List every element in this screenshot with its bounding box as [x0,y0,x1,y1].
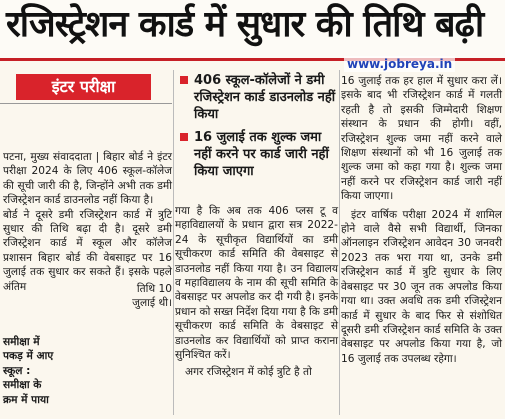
side-text [122,282,172,311]
bullet-text: 16 जुलाई तक शुल्क जमा नहीं करने पर कार्ड जारी नहीं किया जाएगा [194,130,329,179]
highlight-bullets [180,72,340,186]
bullet-text: 406 स्कूल-कॉलेजों ने डमी रजिस्ट्रेशन कार्ड डाउनलोड नहीं किया [194,73,336,122]
paragraph: गया है कि अब तक 406 प्लस टू व महाविद्यालयों के प्रधान द्वारा सत्र 2022-24 के सूचीकृत विद्यार्थियों का डमी सूचीकरण कार्ड समिति की वेबसाइट से डाउनलोड नहीं किया गया है। उन विद्यालय व महाविद्यालय के नाम की सूची समिति के वेबसाइट पर अपलोड कर दी गयी है। इनके प्रधान को सख्त निर्देश दिया गया है कि डमी सूचीकरण कार्ड समिति के वेबसाइट से डाउनलोड कर विद्यार्थियों को प्राप्त कराना सुनिश्चित करें। [175,205,338,362]
article-column-3 [341,74,502,366]
inset-line: पकड़ में आए [3,350,54,363]
bullet-square-icon [180,76,188,84]
paragraph: 16 जुलाई तक हर हाल में सुधार करा लें। इसके बाद भी रजिस्ट्रेशन कार्ड में गलती रहती है तो इसकी जिम्मेदारी शिक्षण संस्थान के प्रधान की होगी। वहीं, रजिस्ट्रेशन शुल्क जमा नहीं करने वाले शिक्षण संस्थानों को भी 16 जुलाई तक शुल्क जमा को कहा गया है। शुल्क जमा नहीं करने पर रजिस्ट्रेशन कार्ड जारी नहीं किया जाएगा। [341,75,502,203]
article-column-2 [175,204,338,380]
subheading-box [3,335,123,407]
bullet-square-icon [180,133,188,141]
inset-line: क्रम में पाया [3,393,49,406]
inset-line: समीक्षा के [3,379,42,392]
paragraph: बोर्ड ने दूसरे डमी रजिस्ट्रेशन कार्ड में त्रुटि सुधार की तिथि बढ़ा दी है। दूसरे डमी रजिस्ट्रेशन कार्ड में स्कूल और कॉलेज प्रशासन बिहार बोर्ड की वेबसाइट पर 16 जुलाई तक सुधार कर सकते हैं। इसके पहले अंतिम [3,208,172,293]
bullet-item [180,72,340,123]
bullet-item [180,129,340,180]
watermark: www.jobreya.in [344,56,455,72]
paragraph: पटना, मुख्य संवाददाता | बिहार बोर्ड ने इंटर परीक्षा 2024 के लिए 406 स्कूल-कॉलेज की सूची जारी की है, जिन्होंने अभी तक डमी रजिस्ट्रेशन कार्ड डाउनलोड नहीं किया है। [3,151,172,207]
inset-line: समीक्षा में [3,336,40,348]
headline-banner [0,0,505,61]
side-line: जुलाई थी। [132,297,172,310]
side-line: तिथि 10 [136,283,172,295]
paragraph: अगर रजिस्ट्रेशन में कोई त्रुटि है तो [185,366,312,379]
tag-divider [0,103,172,104]
paragraph: इंटर वार्षिक परीक्षा 2024 में शामिल होने वाले वैसे सभी विद्यार्थी, जिनका ऑनलाइन रजिस्ट्रेशन आवेदन 30 जनवरी 2023 तक भरा गया था, उनके डमी रजिस्ट्रेशन कार्ड में त्रुटि सुधार के लिए वेबसाइट पर 30 जून तक अपलोड किया गया था। उक्त अवधि तक डमी रजिस्ट्रेशन कार्ड में सुधार के बाद फिर से संशोधित दूसरी डमी रजिस्ट्रेशन कार्ड समिति के उक्त वेबसाइट पर अपलोड किया गया है, जो 16 जुलाई तक उपलब्ध रहेगा। [341,208,502,365]
article-column-1 [3,150,172,294]
column-divider [173,70,174,415]
headline: रजिस्ट्रेशन कार्ड में सुधार की तिथि बढ़ी [6,4,484,45]
section-tag: इंटर परीक्षा [16,74,151,100]
inset-line: स्कूल : [3,364,31,377]
